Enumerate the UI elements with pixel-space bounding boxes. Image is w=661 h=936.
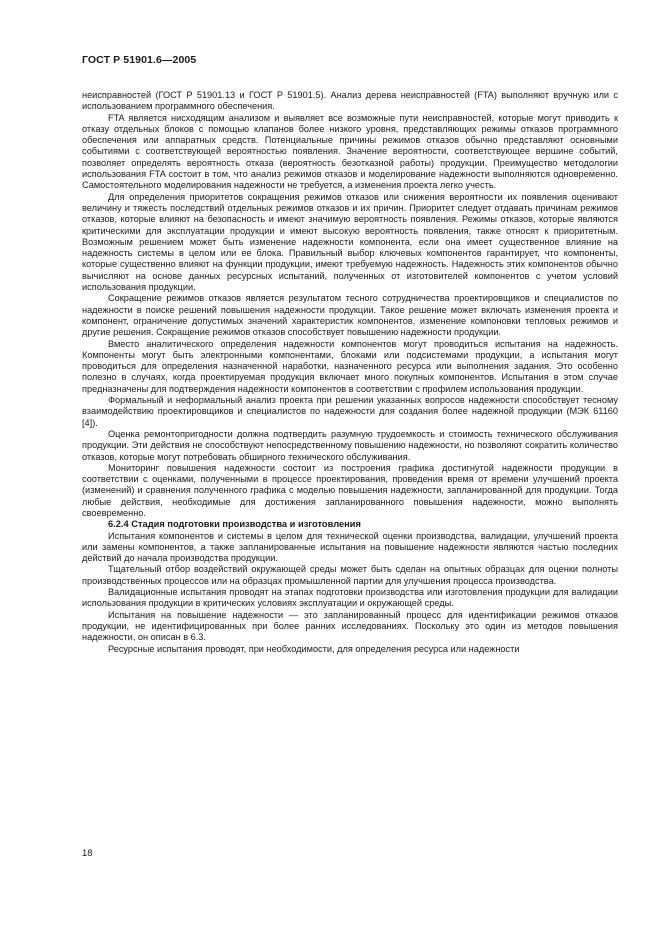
- page-number: 18: [82, 848, 93, 859]
- paragraph: Мониторинг повышения надежности состоит из построения графика достигнутой надежности продукции в соответствии с оценками, полученными в процессе проектирования, проведения время от времени улучшений проекта (изменений) и сравнения полученного графика с моделью повышения надежности, запланированной для продукции. Тогда любые действия, необходимые для достижения запланированного повышения надежности, можно выполнять своевременно.: [82, 462, 618, 518]
- paragraph: Тщательный отбор воздействий окружающей среды может быть сделан на опытных образцах для оценки полноты производственных процессов или на образцах промышленной партии для улучшения процесса производства.: [82, 564, 618, 586]
- paragraph: Испытания компонентов и системы в целом для технической оценки производства, валидации, улучшений проекта или замены компонентов, а также запланированные испытания на повышение надежности являются частью последних действий до начала производства продукции.: [82, 530, 618, 564]
- paragraph: FTA является нисходящим анализом и выявляет все возможные пути неисправностей, которые могут приводить к отказу отдельных блоков с помощью клапанов более низкого уровня, представляющих режимы отказов программного обеспечения или аппаратных средств. Потенциальные причины режимов отказов обычно представляют основными событиями с соответствующей вероятностью появления. Значение вероятности, соответствующее вершине событий, позволяет определять вероятность отказа (вероятность безотказной работы) продукции. Преимущество методологии использования FTA состоит в том, что анализ режимов отказов и моделирование надежности выполняются одновременно. Самостоятельного моделирования надежности не требуется, а изменения проекта легко учесть.: [82, 112, 618, 191]
- paragraph: Ресурсные испытания проводят, при необходимости, для определения ресурса или надежности: [108, 643, 520, 654]
- paragraph: Для определения приоритетов сокращения режимов отказов или снижения вероятности их появления оценивают величину и тяжесть последствий отдельных режимов отказов и их причин. Приоритет следует отдавать причинам режимов отказов, которые влияют на безопасность и имеют значимую вероятность появления. Режимы отказов, которые являются критическими для эксплуатации продукции и имеют высокую вероятность появления, также относят к приоритетным. Возможным решением может быть изменение надежности компонента, если она имеет существенное влияние на надежность системы в целом или ее блока. Правильный выбор ключевых компонентов гарантирует, что компоненты, которые существенно влияют на функции продукции, имеют требуемую надежность. Надежность этих компонентов обычно вычисляют на основе данных ресурсных испытаний, полученных от изготовителей компонентов с учетом условий использования продукции.: [82, 191, 618, 293]
- section-heading: 6.2.4 Стадия подготовки производства и изготовления: [108, 519, 361, 530]
- paragraph: Формальный и неформальный анализ проекта при решении указанных вопросов надежности способствует тесному взаимодействию проектировщиков и специалистов по надежности для создания более надежной продукции (МЭК 61160 [4]).: [82, 395, 618, 428]
- document-header: ГОСТ Р 51901.6—2005: [82, 54, 197, 66]
- paragraph: Оценка ремонтопригодности должна подтвердить разумную трудоемкость и стоимость технического обслуживания продукции. Эти действия не способствуют непосредственному повышению надежности, но позволяют сократить количество отказов, которые могут потребовать обширного технического обслуживания.: [82, 428, 618, 462]
- paragraph: неисправностей (ГОСТ Р 51901.13 и ГОСТ Р 51901.5). Анализ дерева неисправностей (FTA) выполняют вручную или с использованием программного обеспечения.: [82, 90, 618, 112]
- paragraph: Сокращение режимов отказов является результатом тесного сотрудничества проектировщиков и специалистов по надежности в поиске решений повышения надежности продукции. Такое решение может включать изменения проекта и компонент, ограничение допустимых значений характеристик компонентов, изменение компоновки тепловых режимов и другие решения. Сокращение режимов отказов способствует повышению надежности продукции.: [82, 293, 618, 338]
- paragraph: Валидационные испытания проводят на этапах подготовки производства или изготовления продукции для валидации использования продукции в критических условиях эксплуатации и окружающей среды.: [82, 587, 618, 609]
- document-page: [82, 54, 618, 914]
- body-text: [82, 90, 618, 655]
- paragraph: Вместо аналитического определения надежности компонентов могут проводиться испытания на надежность. Компоненты могут быть электронными компонентами, блоками или подсистемами продукции, а испытания могут проводиться для определения назначенной наработки, назначенного ресурса или выполнения задания. Это особенно полезно в случаях, когда проектируемая продукция включает много покупных компонентов. Испытания в этом случае предназначены для подтверждения надежности компонентов в соответствии с профилем использования продукции.: [82, 338, 618, 394]
- paragraph: Испытания на повышение надежности — это запланированный процесс для идентификации режимов отказов продукции, не идентифицированных при более ранних исследованиях. Поскольку это один из методов повышения надежности, он описан в 6.3.: [82, 609, 618, 643]
